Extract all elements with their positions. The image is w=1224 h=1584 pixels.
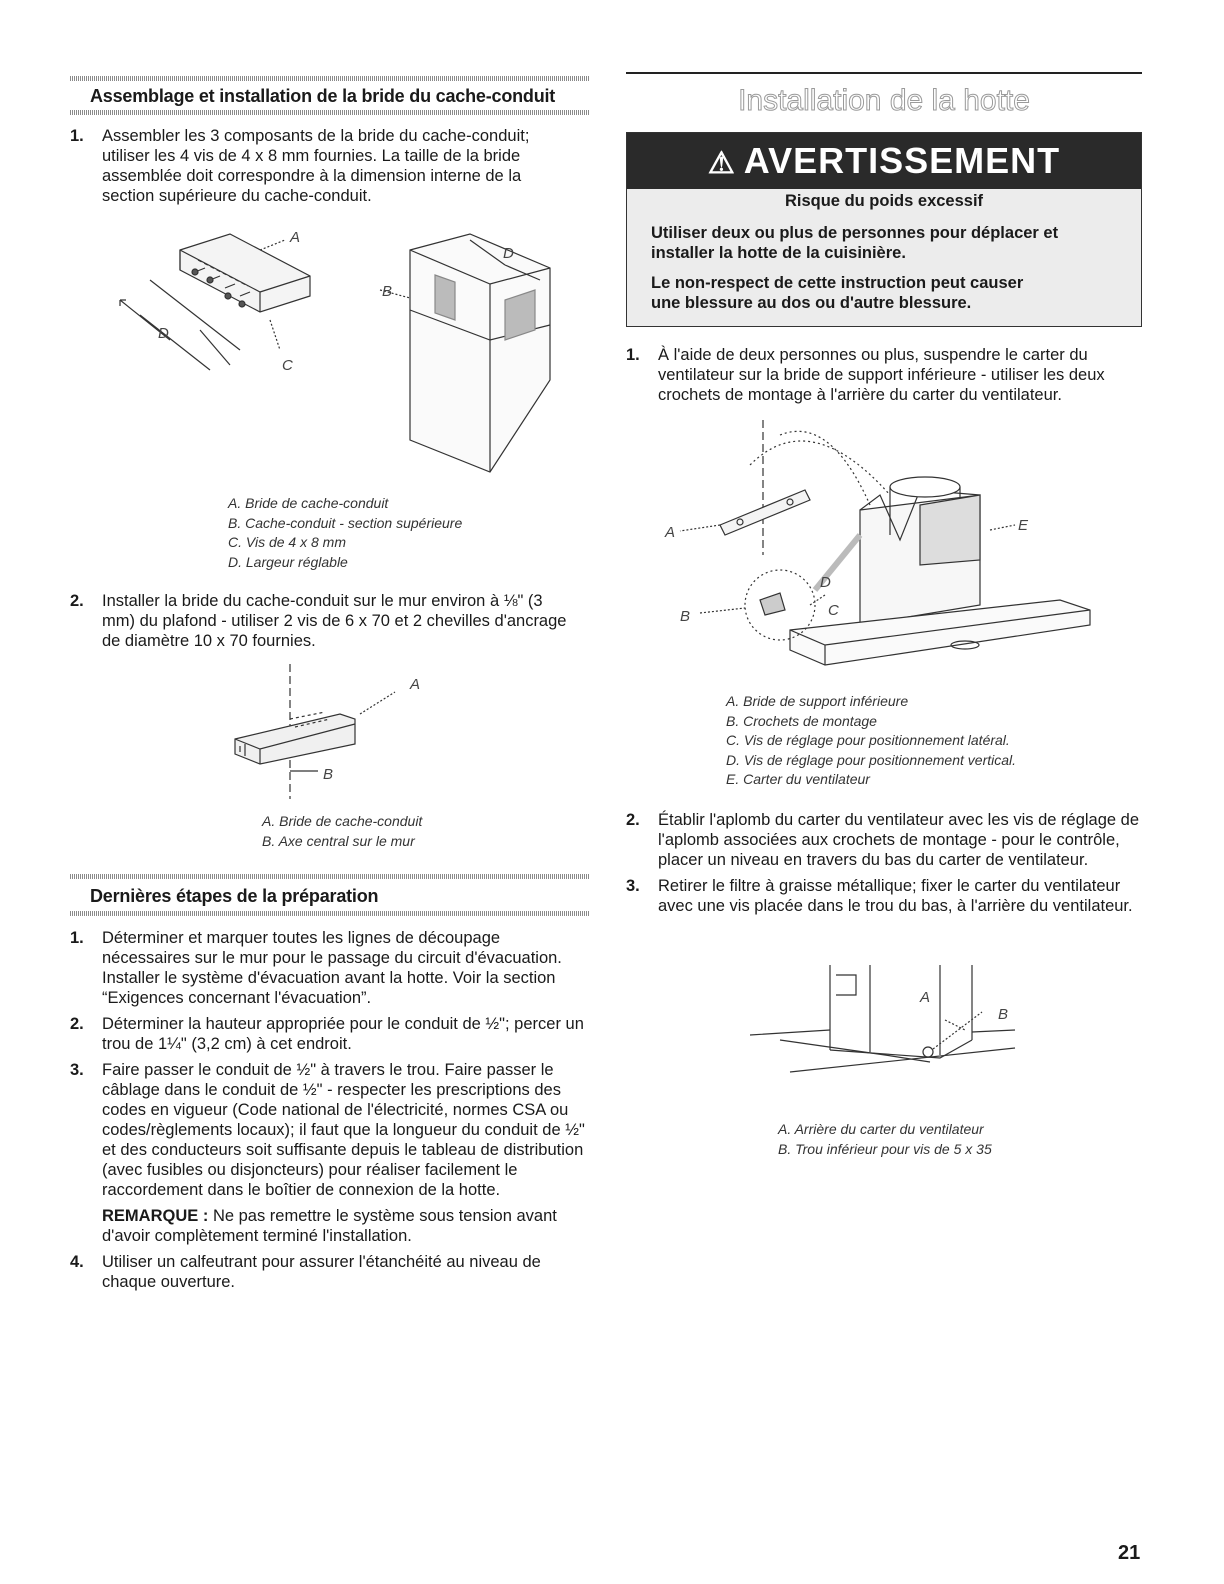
section-title-bracket: Assemblage et installation de la bride du cache-conduit [90, 86, 556, 106]
bracket-steps-2 [70, 591, 570, 657]
section-rule-bottom [70, 911, 590, 916]
section-title-preparation: Dernières étapes de la préparation [90, 886, 379, 906]
install-steps-1 [626, 345, 1142, 411]
warning-text: Le non-respect de cette instruction peut causer [651, 274, 1024, 292]
figure-caption-3: A. Bride de support inférieure B. Crochets de montage C. Vis de réglage pour positionnement latéral. D. Vis de réglage pour positionnement vertical. E. Carter du ventilateur [726, 693, 1017, 787]
label-d: D [158, 325, 169, 342]
label-c: C [282, 357, 293, 374]
bracket-assembly-diagram [110, 220, 560, 490]
warning-heading: Risque du poids excessif [784, 192, 984, 210]
label-b: B [998, 1006, 1009, 1023]
fan-back-diagram [750, 960, 1030, 1080]
list-item: 4. Utiliser un calfeutrant pour assurer l'étanchéité au niveau de chaque ouverture. [70, 1253, 541, 1291]
install-steps-2 [626, 810, 1142, 922]
label-e: E [1018, 517, 1029, 534]
bracket-steps-1 [70, 126, 570, 212]
list-item: 1. Déterminer et marquer toutes les lignes de découpage nécessaires sur le mur pour le passage du circuit d'évacuation. Installer le système d'évacuation avant la hotte. Voir la section “Exigences concernant l'évacuation”. [70, 929, 562, 1007]
section-rule-bottom [70, 110, 590, 115]
page-title: Installation de la hotte [738, 84, 1030, 117]
label-b: B [382, 283, 393, 300]
label-c: C [828, 602, 839, 619]
figure-caption-2: A. Bride de cache-conduit B. Axe central sur le mur [262, 813, 423, 849]
fan-housing-diagram [660, 415, 1100, 685]
warning-banner: ⚠ AVERTISSEMENT [627, 133, 1141, 189]
label-d-2: D [503, 245, 514, 262]
bracket-wall-diagram [220, 664, 440, 804]
warning-text: installer la hotte de la cuisinière. [651, 244, 906, 262]
label-a: A [290, 229, 301, 246]
list-item: 2. Installer la bride du cache-conduit sur le mur environ à ⅛" (3 mm) du plafond - utiliser 2 vis de 6 x 70 et 2 chevilles d'ancrage de diamètre 10 x 70 fournies. [70, 592, 567, 650]
warning-icon: ⚠ [707, 147, 736, 180]
list-item: 3. Faire passer le conduit de ½" à travers le trou. Faire passer le câblage dans le conduit de ½" - respecter les prescriptions des codes en vigueur (Code national de l'électricité, normes CSA ou codes/règlements locaux); il faut que la longueur du conduit de ½" et des conducteurs soit suffisante depuis le tableau de distribution (avec fusibles ou disjoncteurs) pour réaliser facilement le raccordement dans le boîtier de connexion de la hotte. REMARQUE : Ne pas remettre le système sous tension avant d'avoir complètement terminé l'installation. [70, 1060, 590, 1246]
list-item: 1. Assembler les 3 composants de la bride du cache-conduit; utiliser les 4 vis de 4 x 8 mm fournies. La taille de la bride assemblée doit correspondre à la dimension interne de la section supérieure du cache-conduit. [70, 127, 530, 205]
preparation-steps [70, 928, 590, 1298]
column-rule [626, 72, 1142, 74]
label-b: B [323, 766, 334, 783]
warning-text: Utiliser deux ou plus de personnes pour déplacer et [651, 224, 1059, 242]
label-a: A [665, 524, 676, 541]
label-a: A [920, 989, 931, 1006]
label-d: D [820, 574, 831, 591]
section-rule-top [70, 874, 590, 879]
list-item: 2. Déterminer la hauteur appropriée pour le conduit de ½"; percer un trou de 1¼" (3,2 cm) à cet endroit. [70, 1015, 584, 1053]
section-rule-top [70, 76, 590, 81]
figure-caption-1: A. Bride de cache-conduit B. Cache-conduit - section supérieure C. Vis de 4 x 8 mm D. Largeur réglable [228, 495, 463, 570]
warning-box [626, 132, 1142, 327]
figure-caption-4: A. Arrière du carter du ventilateur B. Trou inférieur pour vis de 5 x 35 [778, 1121, 992, 1157]
label-b: B [680, 608, 691, 625]
page-number: 21 [1118, 1542, 1141, 1564]
label-a: A [410, 676, 421, 693]
warning-text: une blessure au dos ou d'autre blessure. [651, 294, 972, 312]
list-item: 1. À l'aide de deux personnes ou plus, suspendre le carter du ventilateur sur la bride de support inférieure - utiliser les deux crochets de montage à l'arrière du carter du ventilateur. [626, 346, 1105, 404]
list-item: 2. Établir l'aplomb du carter du ventilateur avec les vis de réglage de l'aplomb associées aux crochets de montage - pour le contrôle, placer un niveau en travers du bas du carter de ventilateur. [626, 811, 1139, 869]
list-item: 3. Retirer le filtre à graisse métallique; fixer le carter du ventilateur avec une vis placée dans le trou du bas, à l'arrière du ventilateur. [626, 877, 1133, 915]
note: REMARQUE : Ne pas remettre le système sous tension avant d'avoir complètement terminé l'installation. [102, 1207, 557, 1245]
